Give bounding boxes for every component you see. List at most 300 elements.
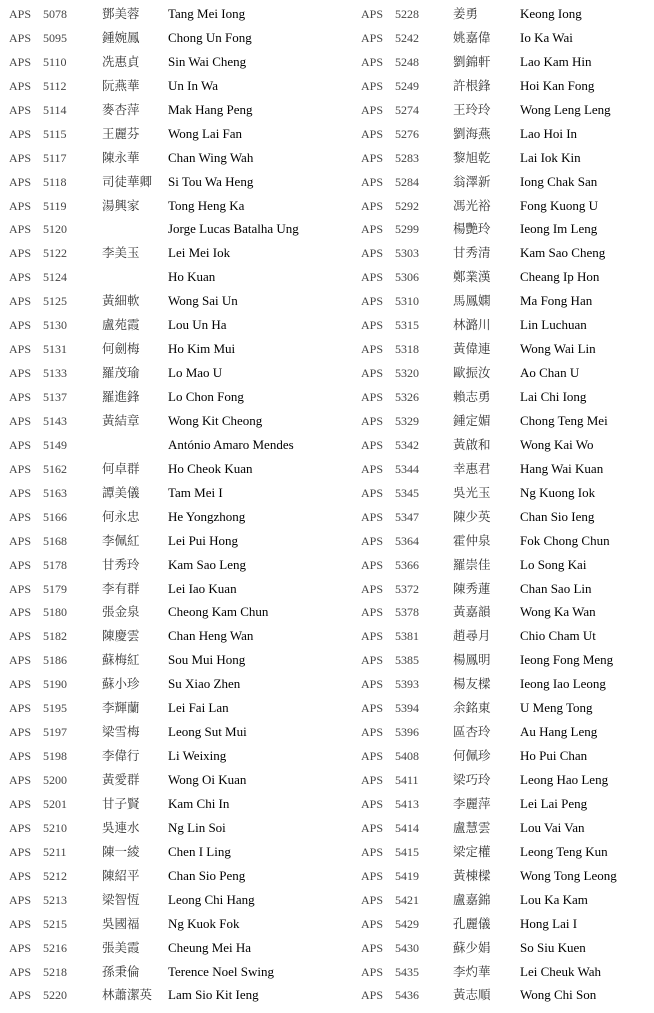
entry-romanized-name: Leong Sut Mui bbox=[168, 724, 247, 740]
entry-chinese-name: 黃細軟 bbox=[102, 294, 140, 309]
entry-romanized-name: Iong Chak San bbox=[520, 173, 598, 189]
entry-number: 5342 bbox=[395, 437, 419, 452]
entry-romanized-name: Lai Chi Iong bbox=[520, 389, 587, 404]
entry-chinese-name: 司徒華卿 bbox=[102, 174, 153, 189]
entry-romanized-name: Chan Sio Ieng bbox=[520, 508, 595, 524]
entry-number: 5190 bbox=[43, 677, 67, 692]
entry-romanized-name: Lei Lai Peng bbox=[520, 795, 588, 811]
entry-prefix: APS bbox=[9, 366, 32, 381]
entry-prefix: APS bbox=[9, 964, 32, 979]
entry-prefix: APS bbox=[361, 653, 384, 668]
entry-prefix: APS bbox=[9, 988, 32, 1003]
entry-romanized-name: Ng Lin Soi bbox=[168, 819, 226, 835]
entry-romanized-name: Lin Luchuan bbox=[520, 317, 587, 333]
entry-chinese-name: 陳紹平 bbox=[102, 868, 140, 883]
entry-number: 5186 bbox=[43, 653, 67, 668]
entry-romanized-name: Lao Hoi In bbox=[520, 125, 578, 141]
entry-romanized-name: Keong Iong bbox=[520, 6, 582, 21]
entry-prefix: APS bbox=[9, 629, 32, 644]
entry-prefix: APS bbox=[9, 533, 32, 548]
entry-prefix: APS bbox=[361, 437, 384, 452]
entry-romanized-name: Lou Ka Kam bbox=[520, 891, 588, 907]
entry-chinese-name: 阮燕華 bbox=[102, 78, 140, 93]
entry-number: 5248 bbox=[395, 54, 419, 69]
entry-prefix: APS bbox=[9, 30, 32, 45]
entry-number: 5396 bbox=[395, 725, 419, 740]
entry-number: 5212 bbox=[43, 868, 67, 883]
entry-romanized-name: Hang Wai Kuan bbox=[520, 460, 604, 476]
entry-number: 5178 bbox=[43, 557, 67, 572]
entry-romanized-name: Ieong Im Leng bbox=[520, 221, 598, 237]
entry-prefix: APS bbox=[9, 318, 32, 333]
entry-romanized-name: Cheung Mei Ha bbox=[168, 939, 252, 955]
entry-chinese-name: 黃結章 bbox=[102, 413, 140, 428]
entry-romanized-name: Ho Kuan bbox=[168, 269, 216, 285]
entry-number: 5117 bbox=[43, 150, 67, 165]
entry-romanized-name: Kam Chi In bbox=[168, 795, 230, 811]
entry-number: 5435 bbox=[395, 964, 419, 979]
entry-romanized-name: Ng Kuong Iok bbox=[520, 484, 596, 500]
entry-romanized-name: Lou Un Ha bbox=[168, 317, 227, 333]
entry-number: 5095 bbox=[43, 30, 67, 45]
entry-number: 5415 bbox=[395, 844, 419, 859]
entry-romanized-name: Kam Sao Leng bbox=[168, 556, 246, 572]
entry-number: 5408 bbox=[395, 749, 419, 764]
entry-prefix: APS bbox=[9, 749, 32, 764]
entry-prefix: APS bbox=[361, 390, 384, 404]
entry-romanized-name: Ieong Iao Leong bbox=[520, 676, 606, 692]
entry-prefix: APS bbox=[9, 413, 32, 428]
entry-prefix: APS bbox=[9, 78, 32, 93]
entry-chinese-name: 何永忠 bbox=[102, 509, 140, 524]
entry-chinese-name: 甘子賢 bbox=[102, 796, 140, 811]
entry-prefix: APS bbox=[361, 820, 384, 835]
entry-romanized-name: Ieong Fong Meng bbox=[520, 652, 614, 668]
entry-number: 5197 bbox=[43, 725, 67, 740]
entry-number: 5274 bbox=[395, 102, 419, 117]
entry-number: 5310 bbox=[395, 294, 419, 309]
entry-romanized-name: Leong Teng Kun bbox=[520, 843, 608, 859]
entry-number: 5198 bbox=[43, 749, 67, 764]
entry-prefix: APS bbox=[9, 198, 32, 213]
entry-number: 5125 bbox=[43, 294, 67, 309]
entry-prefix: APS bbox=[9, 174, 32, 189]
entry-number: 5163 bbox=[43, 485, 67, 500]
entry-number: 5378 bbox=[395, 605, 419, 620]
entry-romanized-name: He Yongzhong bbox=[168, 508, 246, 524]
entry-chinese-name: 姚嘉偉 bbox=[453, 30, 491, 45]
entry-number: 5394 bbox=[395, 701, 419, 716]
entry-number: 5182 bbox=[43, 629, 67, 644]
entry-romanized-name: Hoi Kan Fong bbox=[520, 77, 595, 93]
entry-number: 5115 bbox=[43, 126, 67, 141]
entry-chinese-name: 王玲玲 bbox=[453, 102, 491, 117]
entry-number: 5283 bbox=[395, 150, 419, 165]
entry-romanized-name: Lai Iok Kin bbox=[520, 149, 581, 165]
entry-number: 5078 bbox=[43, 7, 67, 21]
entry-chinese-name: 林蕭潔英 bbox=[102, 988, 153, 1003]
entry-chinese-name: 黃愛群 bbox=[102, 773, 140, 787]
entry-chinese-name: 賴志勇 bbox=[453, 390, 491, 404]
entry-number: 5228 bbox=[395, 7, 419, 21]
entry-chinese-name: 黃啟和 bbox=[453, 437, 491, 452]
entry-romanized-name: Si Tou Wa Heng bbox=[168, 173, 254, 189]
entry-prefix: APS bbox=[9, 820, 32, 835]
entry-romanized-name: Lei Pui Hong bbox=[168, 532, 239, 548]
entry-chinese-name: 梁智恆 bbox=[102, 892, 140, 907]
entry-chinese-name: 劉海燕 bbox=[453, 126, 491, 141]
entry-romanized-name: U Meng Tong bbox=[520, 700, 593, 716]
entry-chinese-name: 劉錦軒 bbox=[453, 54, 491, 69]
entry-prefix: APS bbox=[9, 437, 32, 452]
entry-chinese-name: 甘秀清 bbox=[453, 246, 491, 261]
entry-prefix: APS bbox=[9, 605, 32, 620]
entry-prefix: APS bbox=[361, 54, 384, 69]
entry-prefix: APS bbox=[9, 892, 32, 907]
entry-prefix: APS bbox=[361, 222, 384, 237]
entry-prefix: APS bbox=[361, 964, 384, 979]
entry-prefix: APS bbox=[361, 413, 384, 428]
entry-number: 5429 bbox=[395, 916, 419, 931]
entry-prefix: APS bbox=[9, 509, 32, 524]
entry-number: 5326 bbox=[395, 390, 419, 404]
entry-chinese-name: 陳秀蓮 bbox=[453, 581, 491, 596]
entry-romanized-name: Lo Mao U bbox=[168, 365, 223, 381]
entry-number: 5306 bbox=[395, 270, 419, 285]
entry-number: 5318 bbox=[395, 342, 419, 357]
entry-prefix: APS bbox=[361, 485, 384, 500]
entry-romanized-name: Au Hang Leng bbox=[520, 724, 598, 740]
entry-romanized-name: Lao Kam Hin bbox=[520, 53, 592, 69]
entry-romanized-name: Terence Noel Swing bbox=[168, 963, 274, 979]
entry-chinese-name: 羅茂瑜 bbox=[102, 366, 140, 381]
entry-chinese-name: 黃志順 bbox=[453, 988, 491, 1003]
entry-number: 5414 bbox=[395, 820, 419, 835]
entry-chinese-name: 吳連水 bbox=[102, 820, 140, 835]
entry-number: 5216 bbox=[43, 940, 67, 955]
entry-romanized-name: Sou Mui Hong bbox=[168, 652, 246, 668]
entry-prefix: APS bbox=[9, 916, 32, 931]
entry-prefix: APS bbox=[361, 342, 384, 357]
entry-romanized-name: Leong Chi Hang bbox=[168, 891, 255, 907]
entry-number: 5419 bbox=[395, 868, 419, 883]
entry-chinese-name: 孫秉倫 bbox=[102, 964, 140, 979]
entry-chinese-name: 張金泉 bbox=[102, 605, 140, 620]
entry-chinese-name: 王麗芬 bbox=[102, 126, 140, 141]
entry-chinese-name: 羅崇佳 bbox=[453, 557, 491, 572]
entry-prefix: APS bbox=[9, 342, 32, 357]
entry-chinese-name: 陳慶雲 bbox=[102, 629, 140, 644]
entry-number: 5345 bbox=[395, 485, 419, 500]
entry-number: 5162 bbox=[43, 461, 67, 476]
entry-romanized-name: Lei Mei Iok bbox=[168, 245, 231, 261]
entry-prefix: APS bbox=[361, 725, 384, 740]
entry-chinese-name: 李佩紅 bbox=[102, 533, 140, 548]
entry-chinese-name: 蘇梅紅 bbox=[102, 653, 140, 668]
entry-chinese-name: 盧嘉錦 bbox=[453, 892, 491, 907]
entry-prefix: APS bbox=[361, 940, 384, 955]
entry-romanized-name: Tang Mei Iong bbox=[168, 6, 246, 21]
entry-chinese-name: 馬鳳嫻 bbox=[453, 294, 491, 309]
entry-number: 5179 bbox=[43, 581, 67, 596]
entry-chinese-name: 陳永華 bbox=[102, 150, 140, 165]
entry-romanized-name: Chen I Ling bbox=[168, 843, 231, 859]
entry-chinese-name: 楊友樑 bbox=[453, 677, 491, 692]
entry-prefix: APS bbox=[9, 844, 32, 859]
entry-prefix: APS bbox=[9, 461, 32, 476]
entry-number: 5201 bbox=[43, 796, 67, 811]
entry-prefix: APS bbox=[361, 366, 384, 381]
entry-number: 5118 bbox=[43, 174, 67, 189]
entry-romanized-name: Jorge Lucas Batalha Ung bbox=[168, 221, 299, 237]
entry-romanized-name: Lo Chon Fong bbox=[168, 389, 244, 404]
entry-chinese-name: 余銘東 bbox=[453, 701, 491, 716]
entry-romanized-name: Wong Sai Un bbox=[168, 293, 238, 309]
entry-romanized-name: Su Xiao Zhen bbox=[168, 676, 241, 692]
entry-number: 5131 bbox=[43, 342, 67, 357]
entry-romanized-name: Lou Vai Van bbox=[520, 819, 585, 835]
entry-chinese-name: 盧苑霞 bbox=[102, 318, 140, 333]
entry-romanized-name: So Siu Kuen bbox=[520, 939, 586, 955]
entry-chinese-name: 盧慧雲 bbox=[453, 820, 491, 835]
entry-romanized-name: Chan Sao Lin bbox=[520, 580, 592, 596]
entry-prefix: APS bbox=[361, 988, 384, 1003]
entry-prefix: APS bbox=[9, 581, 32, 596]
entry-prefix: APS bbox=[9, 868, 32, 883]
entry-number: 5430 bbox=[395, 940, 419, 955]
entry-prefix: APS bbox=[361, 30, 384, 45]
entry-number: 5124 bbox=[43, 270, 67, 285]
entry-romanized-name: Wong Lai Fan bbox=[168, 125, 243, 141]
entry-number: 5211 bbox=[43, 844, 67, 859]
entry-romanized-name: Chio Cham Ut bbox=[520, 628, 596, 644]
entry-chinese-name: 鄭業漢 bbox=[453, 270, 491, 285]
entry-number: 5242 bbox=[395, 30, 419, 45]
entry-number: 5210 bbox=[43, 820, 67, 835]
entry-romanized-name: Lei Fai Lan bbox=[168, 700, 229, 716]
entry-number: 5168 bbox=[43, 533, 67, 548]
entry-prefix: APS bbox=[361, 198, 384, 213]
entry-prefix: APS bbox=[361, 270, 384, 285]
entry-romanized-name: Wong Kai Wo bbox=[520, 436, 594, 452]
entry-prefix: APS bbox=[9, 7, 32, 21]
entry-number: 5381 bbox=[395, 629, 419, 644]
entry-prefix: APS bbox=[361, 749, 384, 764]
entry-chinese-name: 孔麗儀 bbox=[453, 916, 491, 931]
entry-chinese-name: 黃棟樑 bbox=[453, 868, 491, 883]
entry-number: 5385 bbox=[395, 653, 419, 668]
entry-prefix: APS bbox=[361, 78, 384, 93]
entry-prefix: APS bbox=[361, 461, 384, 476]
entry-romanized-name: Lei Cheuk Wah bbox=[520, 963, 602, 979]
entry-romanized-name: Chong Un Fong bbox=[168, 29, 252, 45]
entry-number: 5284 bbox=[395, 174, 419, 189]
entry-chinese-name: 翁澤新 bbox=[453, 174, 491, 189]
entry-chinese-name: 李偉行 bbox=[102, 749, 140, 764]
entry-prefix: APS bbox=[361, 174, 384, 189]
entry-prefix: APS bbox=[361, 916, 384, 931]
entry-prefix: APS bbox=[9, 390, 32, 404]
entry-chinese-name: 鍾定媚 bbox=[453, 413, 491, 428]
entry-romanized-name: Chan Wing Wah bbox=[168, 149, 254, 165]
entry-romanized-name: Fong Kuong U bbox=[520, 197, 599, 213]
entry-number: 5315 bbox=[395, 318, 419, 333]
entry-romanized-name: António Amaro Mendes bbox=[168, 436, 294, 452]
entry-number: 5166 bbox=[43, 509, 67, 524]
entry-chinese-name: 姜勇 bbox=[453, 7, 479, 21]
entry-number: 5119 bbox=[43, 198, 67, 213]
entry-romanized-name: Wong Kit Cheong bbox=[168, 412, 263, 428]
entry-romanized-name: Hong Lai I bbox=[520, 915, 578, 931]
entry-number: 5421 bbox=[395, 892, 419, 907]
entry-prefix: APS bbox=[361, 533, 384, 548]
entry-romanized-name: Cheong Kam Chun bbox=[168, 604, 269, 620]
entry-number: 5213 bbox=[43, 892, 67, 907]
entry-romanized-name: Ao Chan U bbox=[520, 365, 580, 381]
entry-number: 5329 bbox=[395, 413, 419, 428]
entry-prefix: APS bbox=[361, 126, 384, 141]
entry-chinese-name: 吳國福 bbox=[102, 916, 140, 931]
entry-prefix: APS bbox=[9, 796, 32, 811]
entry-romanized-name: Li Weixing bbox=[168, 748, 227, 764]
entry-number: 5320 bbox=[395, 366, 419, 381]
entry-romanized-name: Chan Heng Wan bbox=[168, 628, 254, 644]
entry-chinese-name: 梁雪梅 bbox=[102, 725, 140, 740]
entry-chinese-name: 何劍梅 bbox=[102, 342, 140, 357]
entry-chinese-name: 梁定權 bbox=[453, 844, 491, 859]
entry-number: 5364 bbox=[395, 533, 419, 548]
entry-number: 5344 bbox=[395, 461, 419, 476]
entry-number: 5143 bbox=[43, 413, 67, 428]
entry-prefix: APS bbox=[361, 246, 384, 261]
entry-chinese-name: 李灼華 bbox=[453, 964, 491, 979]
entry-prefix: APS bbox=[9, 773, 32, 787]
entry-romanized-name: Ho Cheok Kuan bbox=[168, 460, 253, 476]
entry-romanized-name: Chan Sio Peng bbox=[168, 867, 246, 883]
entry-chinese-name: 黃偉連 bbox=[453, 342, 491, 357]
entry-number: 5347 bbox=[395, 509, 419, 524]
entry-chinese-name: 區杏玲 bbox=[453, 725, 491, 740]
entry-prefix: APS bbox=[9, 701, 32, 716]
entry-prefix: APS bbox=[9, 940, 32, 955]
entry-romanized-name: Sin Wai Cheng bbox=[168, 53, 247, 69]
entry-prefix: APS bbox=[9, 485, 32, 500]
entry-prefix: APS bbox=[361, 318, 384, 333]
entry-chinese-name: 甘秀玲 bbox=[102, 557, 140, 572]
entry-chinese-name: 何卓群 bbox=[102, 461, 140, 476]
entry-number: 5112 bbox=[43, 78, 67, 93]
entry-prefix: APS bbox=[361, 557, 384, 572]
entry-number: 5276 bbox=[395, 126, 419, 141]
entry-prefix: APS bbox=[9, 126, 32, 141]
entry-chinese-name: 羅進鋒 bbox=[102, 390, 140, 404]
entry-romanized-name: Tong Heng Ka bbox=[168, 197, 245, 213]
entry-chinese-name: 黃嘉韻 bbox=[453, 605, 491, 620]
entry-number: 5137 bbox=[43, 390, 67, 404]
entry-number: 5436 bbox=[395, 988, 419, 1003]
entry-romanized-name: Wong Oi Kuan bbox=[168, 772, 247, 787]
entry-prefix: APS bbox=[361, 150, 384, 165]
entry-prefix: APS bbox=[9, 222, 32, 237]
entry-prefix: APS bbox=[361, 677, 384, 692]
entry-number: 5411 bbox=[395, 773, 419, 787]
entry-number: 5120 bbox=[43, 222, 67, 237]
entry-romanized-name: Wong Wai Lin bbox=[520, 341, 596, 357]
entry-number: 5130 bbox=[43, 318, 67, 333]
entry-romanized-name: Ng Kuok Fok bbox=[168, 915, 240, 931]
entry-chinese-name: 蘇少娟 bbox=[453, 940, 491, 955]
entry-chinese-name: 鄧美蓉 bbox=[102, 7, 140, 21]
entry-romanized-name: Kam Sao Cheng bbox=[520, 245, 606, 261]
entry-number: 5366 bbox=[395, 557, 419, 572]
entry-chinese-name: 譚美儀 bbox=[102, 485, 140, 500]
entry-chinese-name: 吳光玉 bbox=[453, 485, 491, 500]
entry-number: 5303 bbox=[395, 246, 419, 261]
entry-number: 5393 bbox=[395, 677, 419, 692]
entry-chinese-name: 趙尋月 bbox=[453, 629, 491, 644]
entry-romanized-name: Wong Leng Leng bbox=[520, 101, 611, 117]
entry-chinese-name: 蘇小珍 bbox=[102, 677, 140, 692]
entry-romanized-name: Wong Chi Son bbox=[520, 987, 597, 1003]
entry-romanized-name: Chong Teng Mei bbox=[520, 412, 608, 428]
entry-chinese-name: 李美玉 bbox=[102, 246, 140, 261]
entry-romanized-name: Lam Sio Kit Ieng bbox=[168, 987, 259, 1003]
entry-prefix: APS bbox=[361, 581, 384, 596]
entry-chinese-name: 鍾婉鳳 bbox=[102, 30, 140, 45]
entry-chinese-name: 李麗萍 bbox=[453, 796, 491, 811]
entry-number: 5133 bbox=[43, 366, 67, 381]
entry-chinese-name: 麥杏萍 bbox=[102, 102, 140, 117]
entry-number: 5292 bbox=[395, 198, 419, 213]
entry-prefix: APS bbox=[361, 629, 384, 644]
entry-prefix: APS bbox=[361, 868, 384, 883]
entry-chinese-name: 楊艷玲 bbox=[453, 222, 491, 237]
entry-chinese-name: 楊鳳明 bbox=[453, 653, 491, 668]
entry-chinese-name: 馮光裕 bbox=[453, 198, 491, 213]
entry-number: 5249 bbox=[395, 78, 419, 93]
entry-prefix: APS bbox=[361, 892, 384, 907]
entry-number: 5180 bbox=[43, 605, 67, 620]
entry-number: 5110 bbox=[43, 54, 67, 69]
entry-chinese-name: 張美霞 bbox=[102, 940, 140, 955]
entry-number: 5413 bbox=[395, 796, 419, 811]
entry-prefix: APS bbox=[9, 294, 32, 309]
entry-prefix: APS bbox=[361, 7, 384, 21]
entry-prefix: APS bbox=[9, 557, 32, 572]
entry-prefix: APS bbox=[361, 509, 384, 524]
entry-number: 5122 bbox=[43, 246, 67, 261]
entry-number: 5200 bbox=[43, 773, 67, 787]
entry-prefix: APS bbox=[9, 246, 32, 261]
entry-number: 5215 bbox=[43, 916, 67, 931]
entry-romanized-name: Leong Hao Leng bbox=[520, 772, 609, 787]
entry-chinese-name: 何佩珍 bbox=[453, 749, 491, 764]
entry-prefix: APS bbox=[9, 725, 32, 740]
entry-number: 5195 bbox=[43, 701, 67, 716]
entry-romanized-name: Wong Ka Wan bbox=[520, 604, 596, 620]
entry-number: 5114 bbox=[43, 102, 67, 117]
entry-chinese-name: 梁巧玲 bbox=[453, 773, 491, 787]
entry-number: 5220 bbox=[43, 988, 67, 1003]
entry-chinese-name: 霍仲泉 bbox=[453, 533, 491, 548]
entry-romanized-name: Io Ka Wai bbox=[520, 29, 573, 45]
entry-chinese-name: 幸惠君 bbox=[453, 461, 491, 476]
entry-prefix: APS bbox=[361, 844, 384, 859]
entry-romanized-name: Lo Song Kai bbox=[520, 556, 587, 572]
entry-romanized-name: Lei Iao Kuan bbox=[168, 580, 237, 596]
entry-prefix: APS bbox=[361, 796, 384, 811]
entry-romanized-name: Tam Mei I bbox=[168, 484, 223, 500]
